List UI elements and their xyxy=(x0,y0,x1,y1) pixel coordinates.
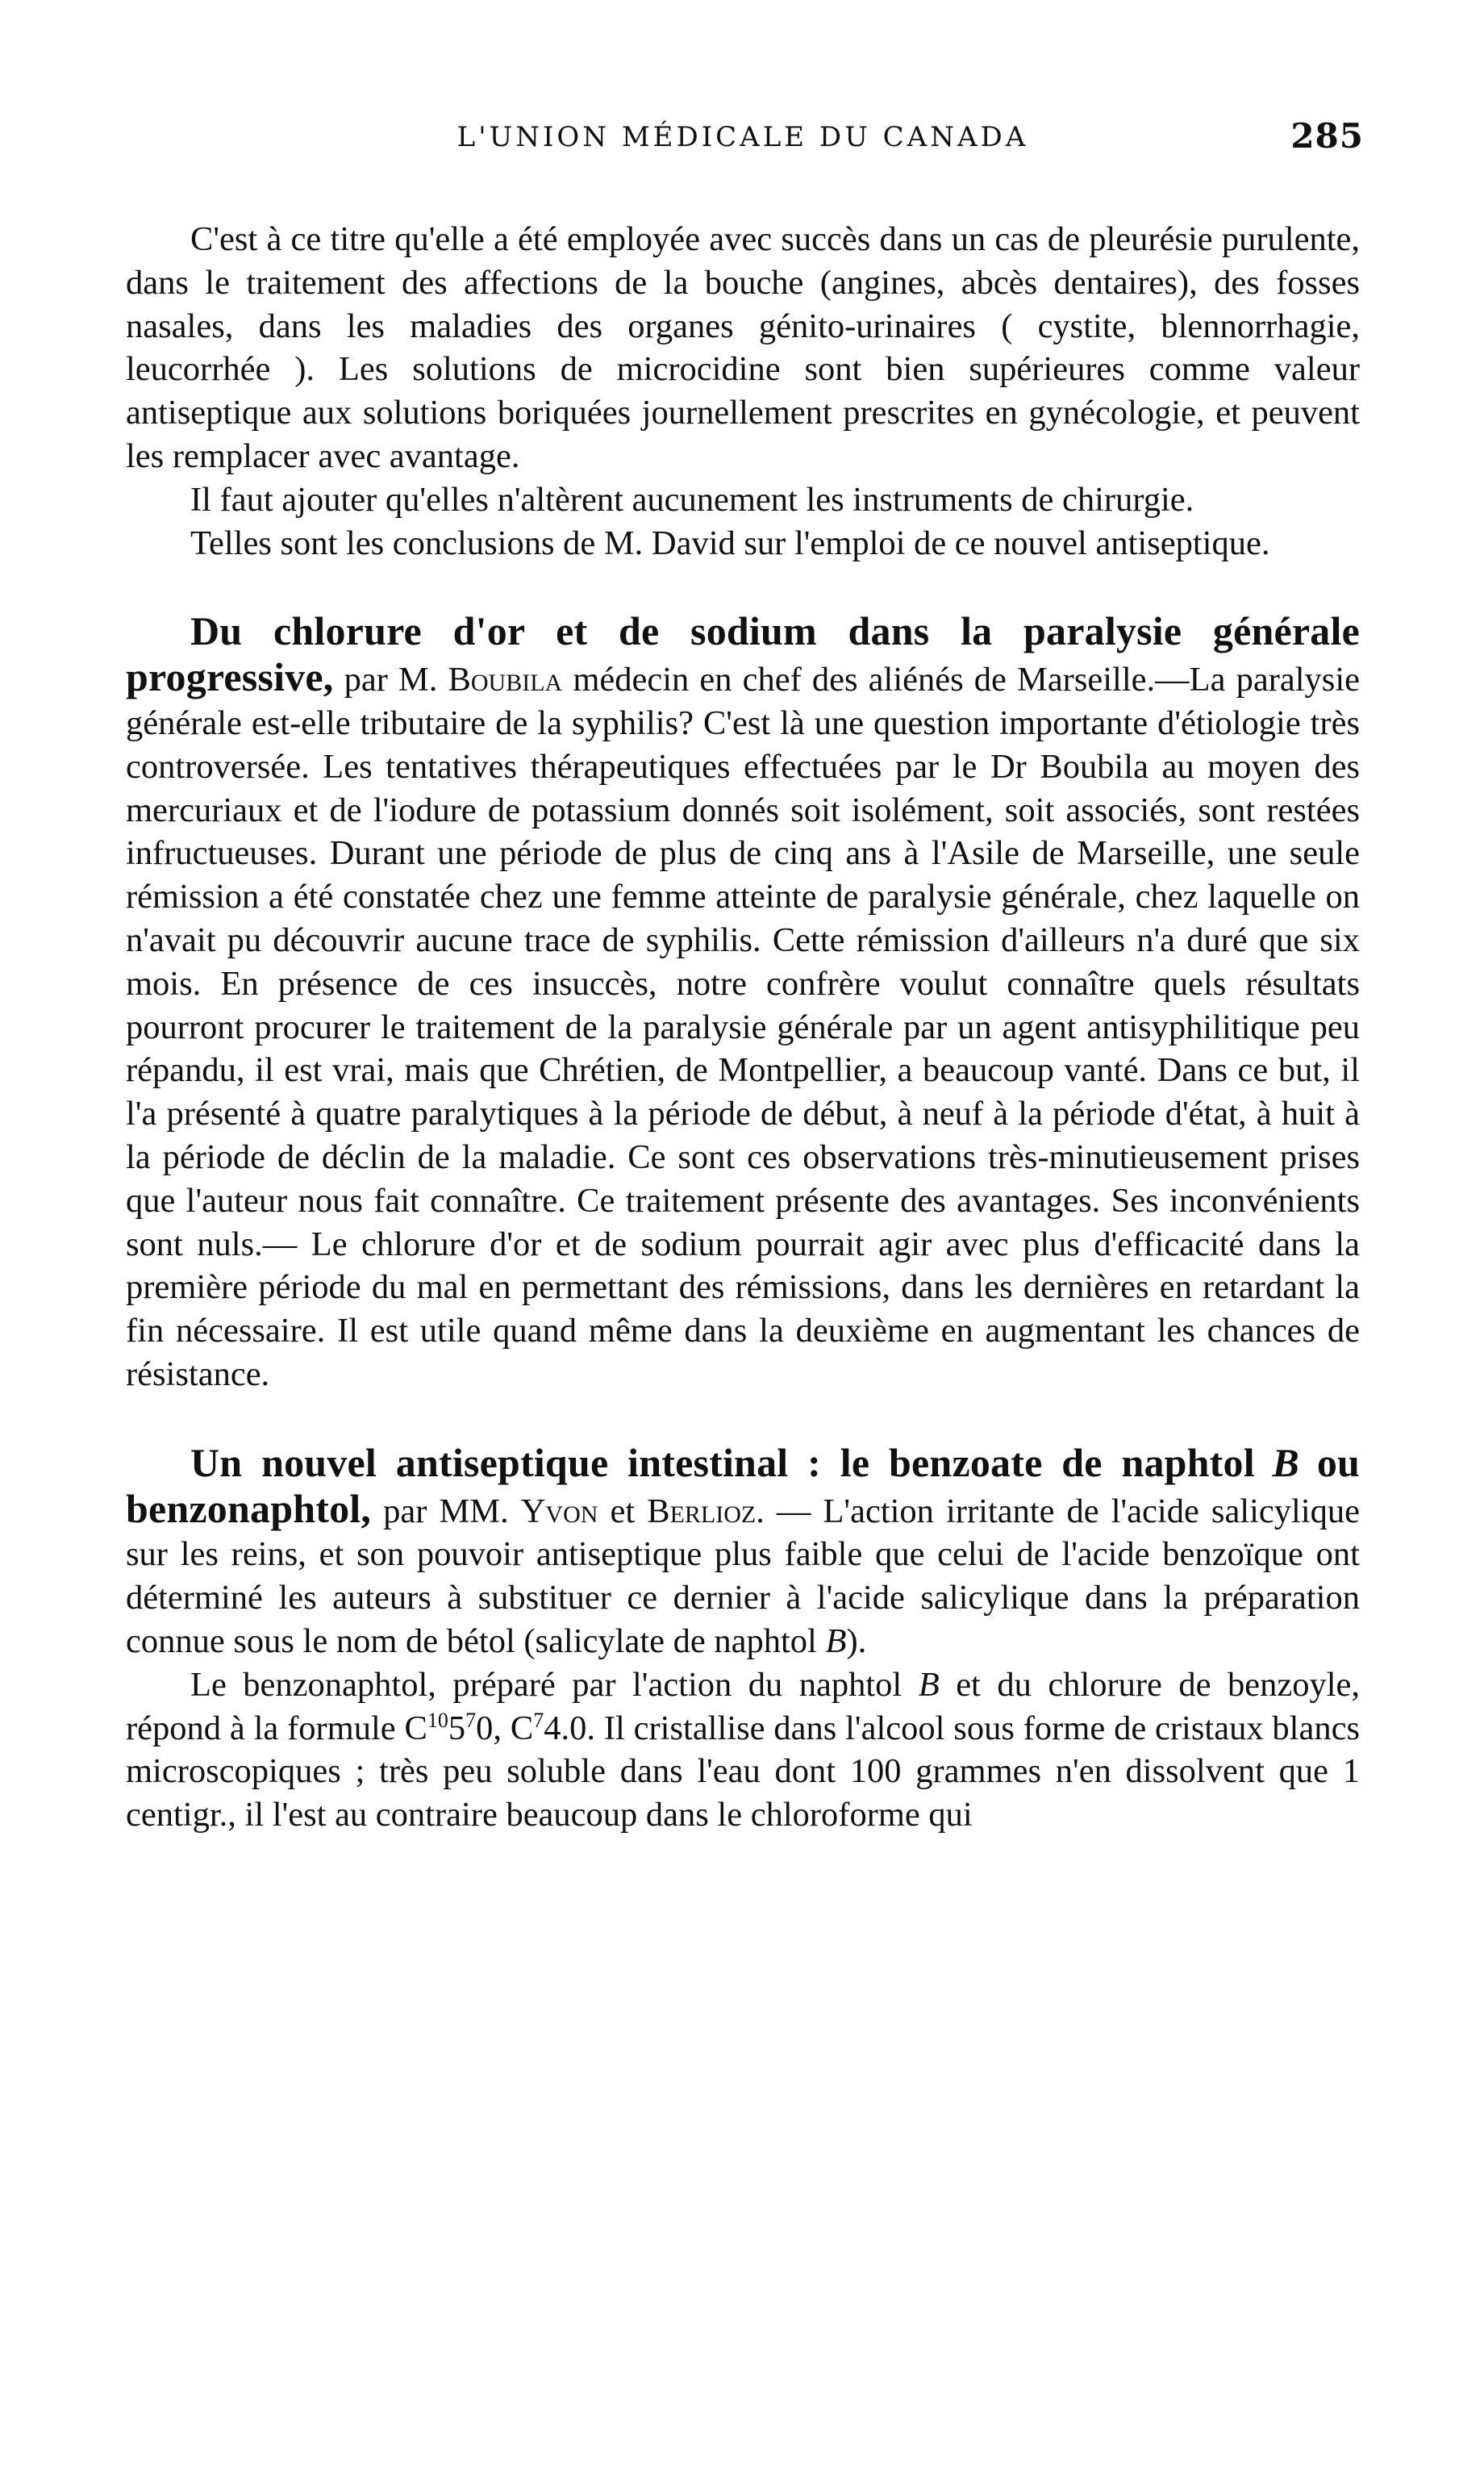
author-name: Yvon xyxy=(520,1492,598,1530)
byline-prefix: par M. xyxy=(344,661,438,699)
author-name: Boubila xyxy=(448,661,563,699)
beta-symbol: B xyxy=(918,1665,940,1704)
article-body-end: ). xyxy=(846,1621,867,1660)
paragraph: C'est à ce titre qu'elle a été employée avec succès dans un cas de pleurésie purulente, dans le traitement des affections de la bouche (angines, abcès dentaires), des fosses nasales, dans les maladies des organes génito-urinaires ( cystite, blennorrhagie, leucorrhée ). Les solutions de microcidine sont bien supérieures comme valeur antiseptique aux solutions boriquées journellement prescrites en gynécologie, et peuvent les remplacer avec avantage. xyxy=(126,220,1360,475)
formula-text: 0, C xyxy=(476,1709,534,1747)
article-paragraph xyxy=(126,1439,1361,1663)
paragraph: Telles sont les conclusions de M. David sur l'emploi de ce nouvel antiseptique. xyxy=(190,524,1270,562)
paragraph-text: et du chlorure de benzoyle, répond à la formule C xyxy=(126,1665,1361,1747)
article-heading-cont: ou benzonaphtol, xyxy=(126,1439,1361,1531)
formula-superscript: 7 xyxy=(465,1708,477,1732)
byline-and: et xyxy=(610,1492,636,1530)
formula-superscript: 7 xyxy=(533,1708,544,1732)
paragraph: Il faut ajouter qu'elles n'altèrent aucunement les instruments de chirurgie. xyxy=(190,480,1194,519)
formula-text: 5 xyxy=(448,1709,466,1747)
running-title: L'UNION MÉDICALE DU CANADA xyxy=(456,121,1029,153)
paragraph-text: Le benzonaphtol, préparé par l'action du naphtol xyxy=(190,1665,902,1704)
article-benzonaphtol xyxy=(126,1439,1361,1837)
running-header xyxy=(126,116,1364,169)
author-name: Berlioz xyxy=(647,1492,757,1530)
article-body: La paralysie générale est-elle tributaire de la syphilis? C'est là une question importante d'étiologie très controversée. Les tentatives thérapeutiques effectuées par le Dr Boubila au moyen des mercuriaux et de l'iodure de potassium donnés soit isolément, soit associés, sont restées infructueuses. Durant une période de plus de cinq ans à l'Asile de Marseille, une seule rémission a été constatée chez une femme atteinte de paralysie générale, chez laquelle on n'avait pu découvrir aucune trace de syphilis. Cette rémission d'ailleurs n'a duré que six mois. En présence de ces insuccès, notre confrère voulut connaître quels résultats pourront procurer le traitement de la paralysie générale par un agent antisyphilitique peu répandu, il est vrai, mais que Chrétien, de Montpellier, a beaucoup vanté. Dans ce but, il l'a présenté à quatre paralytiques à la période de début, à neuf à la période d'état, à huit à la période de déclin de la maladie. Ce sont ces observations très-minutieusement prises que l'auteur nous fait connaître. Ce traitement présente des avantages. Ses inconvénients sont nuls.— Le chlorure d'or et de sodium pourrait agir avec plus d'efficacité dans la première période du mal en permettant des rémissions, dans les dernières en retardant la fin nécessaire. Il est utile quand même dans la deuxième en augmentant les chances de résistance. xyxy=(126,661,1360,1393)
article-body: L'action irritante de l'acide salicylique sur les reins, et son pouvoir antiseptique plus faible que celui de l'acide benzoïque ont déterminé les auteurs à substituer ce dernier à l'acide salicylique dans la préparation connue sous le nom de bétol (salicylate de naphtol xyxy=(126,1492,1361,1660)
article-heading: Un nouvel antiseptique intestinal : le benzoate de naphtol xyxy=(190,1439,1255,1485)
formula-superscript: 10 xyxy=(427,1708,448,1732)
article-heading: Du chlorure d'or et de sodium dans la paralysie générale progressive, xyxy=(126,608,1360,700)
article-paragraph xyxy=(126,1663,1360,1837)
beta-symbol: B xyxy=(1272,1439,1300,1485)
article-paragraph xyxy=(126,610,1360,1396)
body-text xyxy=(126,218,1360,1837)
byline-suffix: médecin en chef des aliénés de Marseille.— xyxy=(573,661,1190,699)
page xyxy=(126,116,1364,1837)
page-number: 285 xyxy=(1290,116,1364,156)
paragraph-text: 4.0. Il cristallise dans l'alcool sous forme de cristaux blancs microscopiques ; très peu soluble dans l'eau dont 100 grammes n'en dissolvent que 1 centigr., il l'est au contraire beaucoup dans le chloroforme qui xyxy=(126,1709,1361,1834)
byline-dash: . — xyxy=(756,1492,811,1530)
article-gold-chloride xyxy=(126,610,1360,1396)
byline-prefix: par MM. xyxy=(383,1492,509,1530)
beta-symbol: B xyxy=(825,1621,847,1660)
